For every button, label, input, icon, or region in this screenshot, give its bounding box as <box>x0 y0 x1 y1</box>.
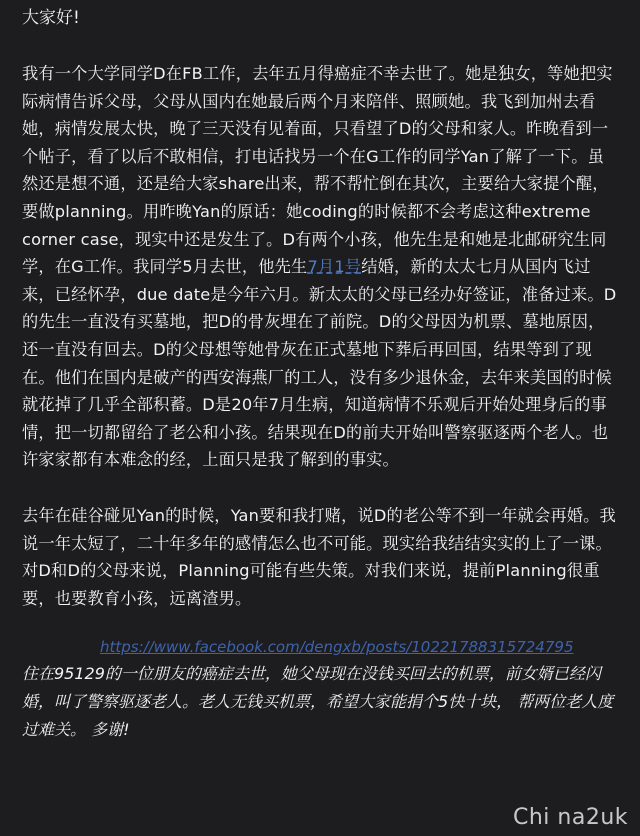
link-row <box>22 634 618 660</box>
paragraph-1 <box>22 60 618 474</box>
date-highlight[interactable]: 7月1号 <box>307 257 362 277</box>
donation-note: 住在95129的一位朋友的癌症去世，她父母现在没钱买回去的机票，前女婿已经闪婚，叫了警察驱逐老人。老人无钱买机票，希望大家能捐个5快十块， 帮两位老人度过难关。 多谢! <box>22 664 614 740</box>
paragraph-2: 去年在硅谷碰见Yan的时候，Yan要和我打赌，说D的老公等不到一年就会再婚。我说一年太短了，二十年多年的感情怎么也不可能。现实给我结结实实的上了一课。对D和D的父母来说，Planning可能有些失策。对我们来说，提前Planning很重要，也要教育小孩，远离渣男。 <box>22 505 616 608</box>
paragraph-1-part-b: 结婚，新的太太七月从国内飞过来，已经怀孕，due date是今年六月。新太太的父母已经办好签证，准备过来。D的先生一直没有买墓地，把D的骨灰埋在了前院。D的父母因为机票、墓地原因，还一直没有回去。D的父母想等她骨灰在正式墓地下葬后再回国，结果等到了现在。他们在国内是破产的西安海燕厂的工人，没有多少退休金，去年来美国的时候就花掉了几乎全部积蓄。D是20年7月生病，知道病情不乐观后开始处理身后的事情，把一切都留给了老公和小孩。结果现在D的前夫开始叫警察驱逐两个老人。也许家家都有本难念的经，上面只是我了解到的事实。 <box>22 257 617 470</box>
facebook-post-link[interactable]: https://www.facebook.com/dengxb/posts/10221788315724795 <box>100 638 574 657</box>
watermark-text: Chi na2uk <box>512 805 628 830</box>
greeting: 大家好! <box>22 8 80 28</box>
paragraph-1-part-a: 我有一个大学同学D在FB工作，去年五月得癌症不幸去世了。她是独女，等她把实际病情告诉父母，父母从国内在她最后两个月来陪伴、照顾她。我飞到加州去看她，病情发展太快，晚了三天没有见着面，只看望了D的父母和家人。昨晚看到一个帖子，看了以后不敢相信，打电话找另一个在G工作的同学Yan了解了一下。虽然还是想不通，还是给大家share出来，帮不帮忙倒在其次，主要给大家提个醒，要做planning。用昨晚Yan的原话：她coding的时候都不会考虑这种extreme corner case，现实中还是发生了。D有两个小孩，他先生是和她是北邮研究生同学，在G工作。我同学5月去世，他先生 <box>22 64 613 277</box>
